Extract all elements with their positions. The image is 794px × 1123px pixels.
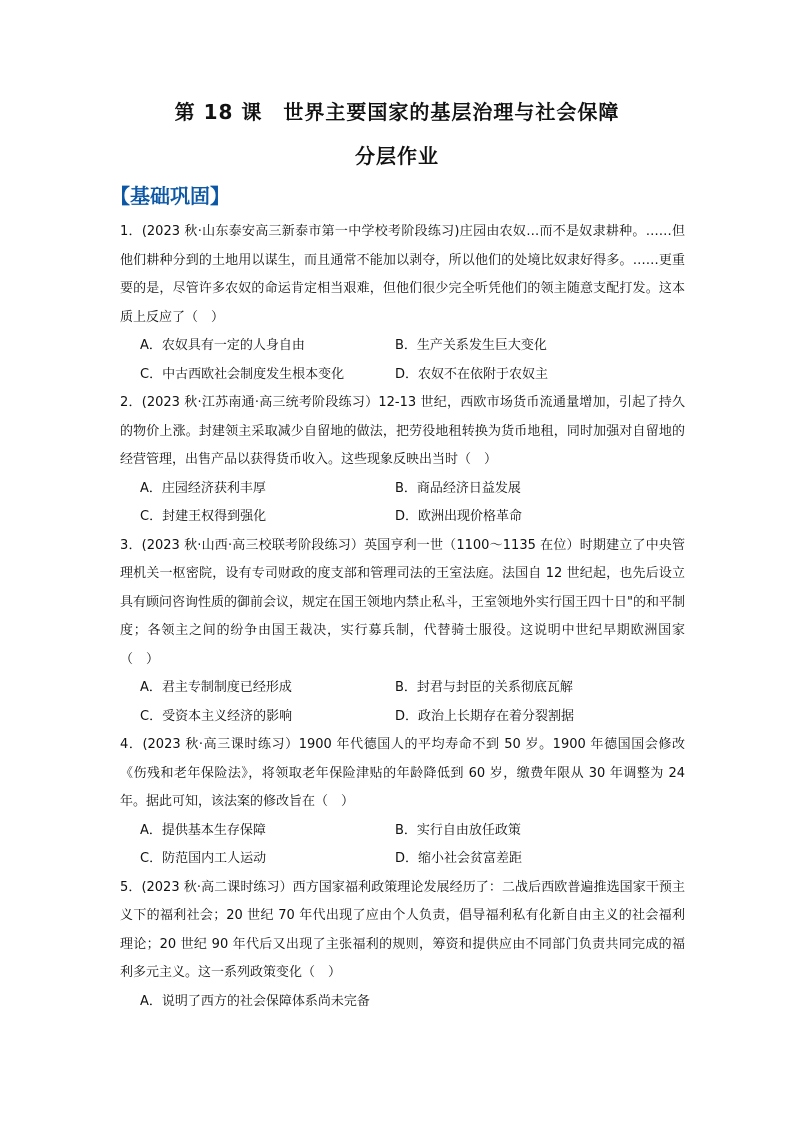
question-5	[120, 874, 685, 1017]
question-stem	[120, 874, 685, 988]
option-group	[120, 475, 685, 532]
question-stem	[120, 532, 685, 675]
option-c[interactable]: C．受资本主义经济的影响	[140, 708, 293, 724]
option-group	[120, 674, 685, 731]
option-group	[120, 988, 685, 1017]
option-d[interactable]: D．政治上长期存在着分裂割据	[395, 708, 575, 724]
question-number: 2．	[120, 395, 142, 410]
section-heading-basic: 【基础巩固】	[110, 184, 230, 208]
option-a[interactable]: A．提供基本生存保障	[140, 822, 266, 838]
option-b[interactable]: B．生产关系发生巨大变化	[395, 338, 547, 353]
question-4	[120, 731, 685, 874]
option-d[interactable]: D．农奴不在依附于农奴主	[395, 366, 549, 382]
option-a[interactable]: A．君主专制制度已经形成	[140, 680, 292, 695]
question-text: (2023 秋·高三课时练习）1900 年代德国人的平均寿命不到 50 岁。1900 年德国国会修改《伤残和老年保险法》，将领取老年保险津贴的年龄降低到 60 岁，缴费年限从 30 年调整为 24 年。据此可知，该法案的修改旨在（ ）	[120, 737, 685, 809]
question-number: 3．	[120, 537, 142, 553]
option-c[interactable]: C．中古西欧社会制度发生根本变化	[140, 366, 345, 382]
question-number: 1．	[120, 224, 142, 239]
option-c[interactable]: C．封建王权得到强化	[140, 509, 267, 524]
option-b[interactable]: B．实行自由放任政策	[395, 822, 521, 838]
option-a[interactable]: A．说明了西方的社会保障体系尚未完备	[140, 993, 370, 1009]
question-stem	[120, 389, 685, 475]
question-number: 4．	[120, 737, 143, 752]
question-text: (2023 秋·高二课时练习）西方国家福利政策理论发展经历了：二战后西欧普遍推选国家干预主义下的福利社会；20 世纪 70 年代出现了应由个人负责，倡导福利私有化新自由主义的社会福利理论；20 世纪 90 年代后又出现了主张福利的规则，筹资和提供应由不同部门负责共同完成的福利多元主义。这一系列政策变化（ ）	[120, 879, 685, 980]
option-group	[120, 817, 685, 874]
question-text: (2023 秋·山西·高三校联考阶段练习）英国亨利一世（1100～1135 在位）时期建立了中央管理机关一枢密院，设有专司财政的度支部和管理司法的王室法庭。法国自 12 世纪起，也先后设立具有顾问咨询性质的御前会议，规定在国王领地内禁止私斗，王室领地外实行国王四十日"的和平制度；各领主之间的纷争由国王裁决，实行募兵制，代替骑士服役。这说明中世纪早期欧洲国家（ ）	[120, 537, 685, 667]
question-text: (2023 秋·江苏南通·高三统考阶段练习）12-13 世纪，西欧市场货币流通量增加，引起了持久的物价上涨。封建领主采取减少自留地的做法，把劳役地租转换为货币地租，同时加强对自留地的经营管理，出售产品以获得货币收入。这些现象反映出当时（ ）	[120, 395, 685, 467]
question-text: (2023 秋·山东泰安高三新泰市第一中学校考阶段练习)庄园由农奴…而不是奴隶耕种。……但他们耕种分到的土地用以谋生，而且通常不能加以剥夺，所以他们的处境比奴隶好得多。……更重要的是，尽管许多农奴的命运肯定相当艰难，但他们很少完全听凭他们的领主随意支配打发。这本质上反应了（ ）	[120, 224, 685, 325]
option-a[interactable]: A．庄园经济获利丰厚	[140, 480, 266, 496]
option-d[interactable]: D．缩小社会贫富差距	[395, 851, 523, 866]
option-group	[120, 332, 685, 389]
lesson-subtitle: 分层作业	[355, 144, 439, 168]
lesson-title: 第 18 课 世界主要国家的基层治理与社会保障	[174, 100, 620, 124]
option-b[interactable]: B．商品经济日益发展	[395, 480, 521, 496]
question-stem	[120, 731, 685, 817]
question-list	[120, 218, 685, 1016]
option-a[interactable]: A．农奴具有一定的人身自由	[140, 338, 305, 353]
question-1	[120, 218, 685, 389]
question-3	[120, 532, 685, 732]
option-d[interactable]: D．欧洲出现价格革命	[395, 509, 523, 524]
question-2	[120, 389, 685, 532]
question-stem	[120, 218, 685, 332]
option-c[interactable]: C．防范国内工人运动	[140, 851, 267, 866]
question-number: 5．	[120, 879, 142, 895]
option-b[interactable]: B．封君与封臣的关系彻底瓦解	[395, 680, 573, 695]
